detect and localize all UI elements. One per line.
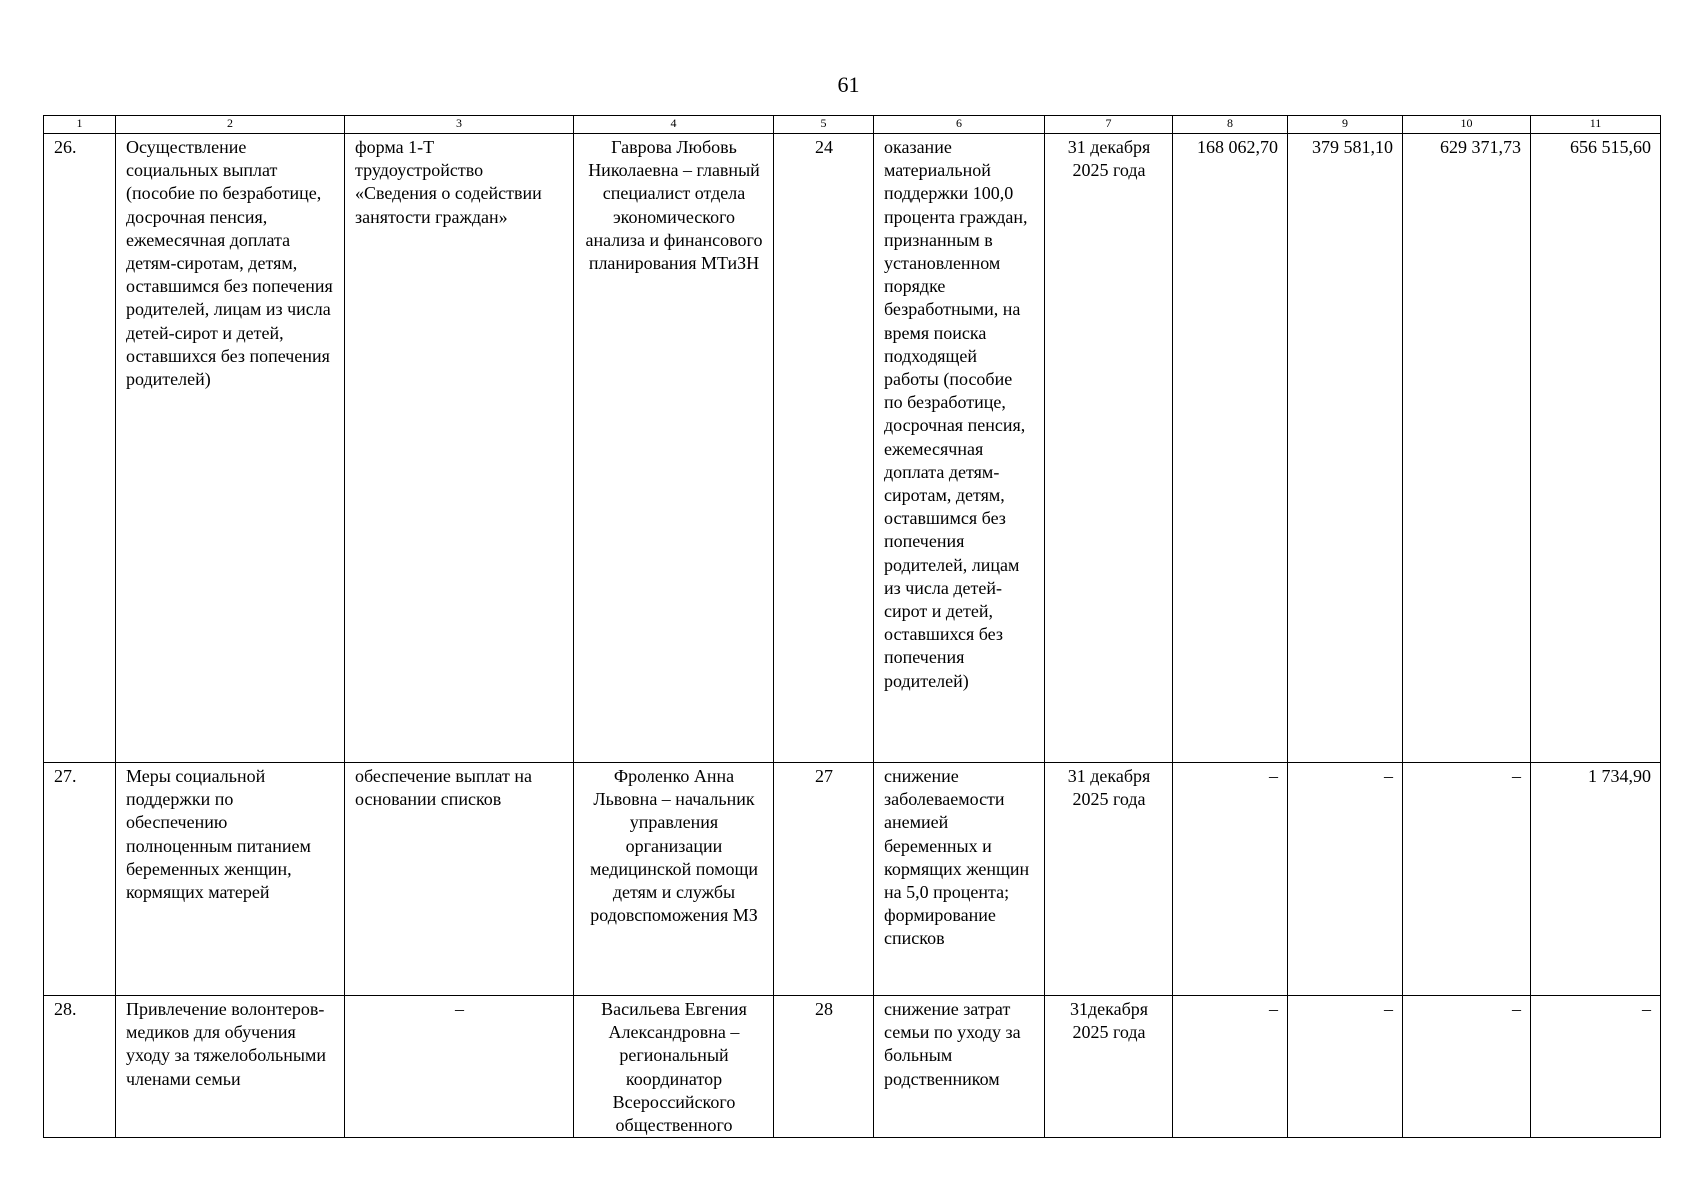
information-source: форма 1-Т трудоустройство «Сведения о содействии занятости граждан» [345,134,574,763]
column-number: 2 [116,116,345,134]
responsible-person: Васильева Евгения Александровна – региональный координатор Всероссийского общественного [574,996,774,1138]
column-number: 9 [1288,116,1403,134]
page-number: 61 [837,72,860,97]
column-number: 6 [874,116,1045,134]
event-name: Привлечение волонтеров-медиков для обучения уходу за тяжелобольными членами семьи [116,996,345,1138]
column-number: 1 [44,116,116,134]
value-col-9: 379 581,10 [1288,134,1403,763]
information-source: – [345,996,574,1138]
value-col-8: – [1173,763,1288,996]
value-col-9: – [1288,763,1403,996]
column-number: 4 [574,116,774,134]
expected-result: оказание материальной поддержки 100,0 процента граждан, признанным в установленном порядке безработными, на время поиска подходящей работы (пособие по безработице, досрочная пенсия, ежемесячная доплата детям-сиротам, детям, оставшимся без попечения родителей, лицам из числа детей-сирот и детей, оставшихся без попечения родителей) [874,134,1045,763]
row-number: 27. [44,763,116,996]
value-col-8: 168 062,70 [1173,134,1288,763]
column-number: 7 [1045,116,1173,134]
table-row [44,134,1661,763]
table-row [44,763,1661,996]
program-table [43,115,1661,1138]
row-number: 26. [44,134,116,763]
column-number: 10 [1403,116,1531,134]
indicator-number: 27 [774,763,874,996]
column-number: 5 [774,116,874,134]
deadline: 31 декабря 2025 года [1045,763,1173,996]
event-name: Осуществление социальных выплат (пособие по безработице, досрочная пенсия, ежемесячная доплата детям-сиротам, детям, оставшимся без попечения родителей, лицам из числа детей-сирот и детей, оставшихся без попечения родителей) [116,134,345,763]
row-number: 28. [44,996,116,1138]
expected-result: снижение заболеваемости анемией беременных и кормящих женщин на 5,0 процента; формирование списков [874,763,1045,996]
column-number-row [44,116,1661,134]
column-number: 8 [1173,116,1288,134]
value-col-10: – [1403,763,1531,996]
responsible-person: Гаврова Любовь Николаевна – главный специалист отдела экономического анализа и финансового планирования МТиЗН [574,134,774,763]
responsible-person: Фроленко Анна Львовна – начальник управления организации медицинской помощи детям и службы родовспоможения МЗ [574,763,774,996]
expected-result: снижение затрат семьи по уходу за больным родственником [874,996,1045,1138]
value-col-11: 656 515,60 [1531,134,1661,763]
deadline: 31 декабря 2025 года [1045,134,1173,763]
indicator-number: 28 [774,996,874,1138]
value-col-9: – [1288,996,1403,1138]
value-col-8: – [1173,996,1288,1138]
table-row [44,996,1661,1138]
event-name: Меры социальной поддержки по обеспечению полноценным питанием беременных женщин, кормящих матерей [116,763,345,996]
information-source: обеспечение выплат на основании списков [345,763,574,996]
column-number: 3 [345,116,574,134]
indicator-number: 24 [774,134,874,763]
deadline: 31декабря 2025 года [1045,996,1173,1138]
value-col-10: – [1403,996,1531,1138]
column-number: 11 [1531,116,1661,134]
value-col-11: – [1531,996,1661,1138]
value-col-11: 1 734,90 [1531,763,1661,996]
value-col-10: 629 371,73 [1403,134,1531,763]
